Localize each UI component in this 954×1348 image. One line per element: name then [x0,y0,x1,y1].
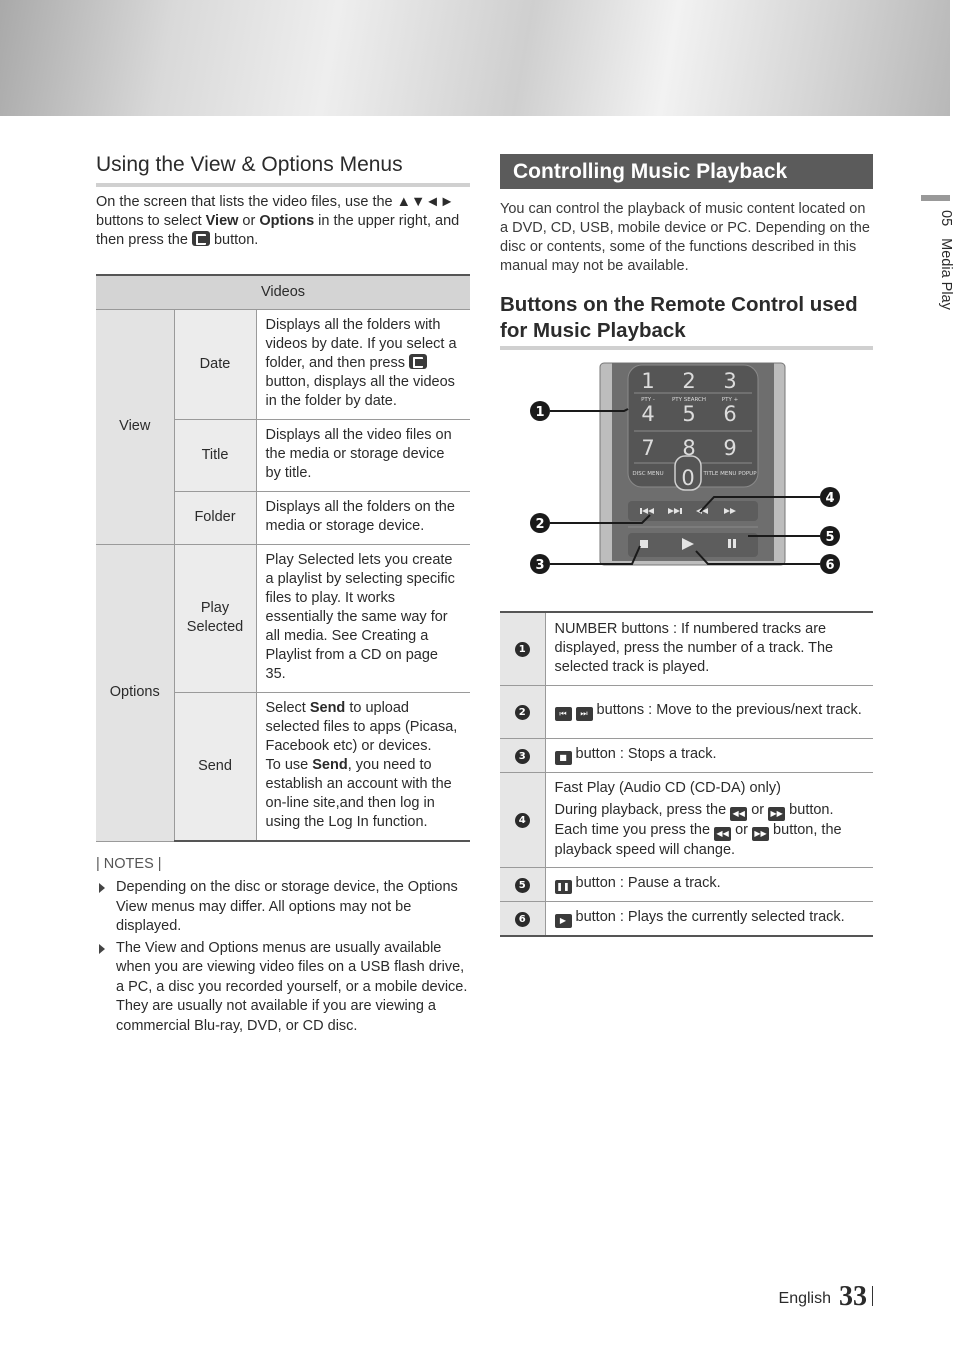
svg-text:3: 3 [535,558,545,573]
fast-forward-icon: ▶▶ [768,807,785,821]
skip-forward-icon: ⏭ [576,707,593,721]
music-playback-intro: You can control the playback of music content located on a DVD, CD, USB, mobile device or PC. Depending on the disc or contents, some of the functions described in this manual may not be available. [500,201,870,274]
chapter-tab-marker [921,195,950,201]
key-3: 3 [723,369,737,393]
row-description: NUMBER buttons : If numbered tracks are displayed, press the number of a track. The selected track is played. [545,612,873,685]
table-row [500,901,873,936]
number-badge: 6 [515,912,530,927]
key-1: 1 [641,369,655,393]
remote-control-image [500,359,873,607]
number-badge: 3 [515,749,530,764]
table-row [500,867,873,901]
table-row [500,738,873,772]
pty-search-label: PTY SEARCH [671,397,707,403]
key-0: 0 [681,466,695,490]
row-description: Fast Play (Audio CD (CD-DA) only) During playback, press the ◀◀ or ▶▶ button. Each time you press the ◀◀ or ▶▶ button, the playback speed will change. [545,772,873,867]
subsection-title-remote-buttons: Buttons on the Remote Control used for Music Playback [500,292,873,350]
number-badge: 2 [515,705,530,720]
row-description: ⏮ ⏭ buttons : Move to the previous/next track. [545,685,873,738]
pause-icon: ❚❚ [555,880,572,894]
number-badge: 1 [515,642,530,657]
table-row [96,309,470,419]
row-description: ❚❚ button : Pause a track. [545,867,873,901]
svg-text:1: 1 [535,405,545,420]
row-name: Play Selected [174,544,256,692]
row-name: Folder [174,491,256,544]
key-5: 5 [682,402,696,426]
row-description: Play Selected lets you create a playlist by selecting specific files to play. It works essentially the same way for all media. See Creating a Playlist from a CD on page 35. [256,544,470,692]
table-row [500,685,873,738]
enter-button-icon [409,354,427,369]
pty-plus-label: PTY + [721,397,739,403]
key-8: 8 [682,436,696,460]
row-name: Send [174,692,256,841]
key-6: 6 [723,402,737,426]
row-description: Displays all the folders with videos by date. If you select a folder, and then press button, displays all the videos in the folder by date. [256,309,470,419]
key-2: 2 [682,369,696,393]
row-description: ▶ button : Plays the currently selected track. [545,901,873,936]
list-item: The View and Options menus are usually available when you are viewing video files on a USB flash drive, a PC, a disc you recorded yourself, or a mobile device. They are usually not available if you are viewing a commercial Blu-ray, DVD, or CD disc. [96,939,470,1037]
row-description: Displays all the video files on the media or storage device by title. [256,419,470,491]
view-group-label: View [96,309,174,544]
number-badge: 4 [515,813,530,828]
chapter-side-tab [938,210,954,310]
stop-icon: ■ [555,751,572,765]
rewind-icon: ◀◀ [714,827,731,841]
remote-control-illustration [500,359,873,607]
notes-title: | NOTES | [96,856,162,873]
remote-buttons-table [500,611,873,937]
row-name: Title [174,419,256,491]
videos-table-header: Videos [96,275,470,309]
svg-text:5: 5 [825,530,835,545]
fast-forward-icon: ▶▶ [752,827,769,841]
key-4: 4 [641,402,655,426]
page-number: 33 [839,1281,867,1312]
pty-minus-label: PTY - [641,397,655,403]
play-icon: ▶ [555,914,572,928]
chapter-label: Media Play [938,238,954,310]
title-menu-label: TITLE MENU POPUP [703,471,757,477]
top-banner [0,0,950,116]
fast-play-heading: Fast Play (Audio CD (CD-DA) only) [554,779,781,796]
bullet-triangle-icon [99,944,105,954]
table-row [500,612,873,685]
skip-back-icon: ⏮ [555,707,572,721]
number-badge: 5 [515,878,530,893]
table-row [500,772,873,867]
row-name: Date [174,309,256,419]
svg-text:6: 6 [825,558,835,573]
disc-menu-label: DISC MENU [632,471,664,477]
section-title-music-playback: Controlling Music Playback [500,154,873,189]
svg-text:4: 4 [825,491,835,506]
left-column [96,152,470,1038]
footer-divider [872,1286,873,1306]
footer-language: English [778,1290,831,1307]
enter-button-icon [192,231,210,246]
key-7: 7 [641,436,655,460]
row-description: ■ button : Stops a track. [545,738,873,772]
notes-list [96,878,470,1036]
row-description: Select Send to upload selected files to apps (Picasa, Facebook etc) or devices. To use Send, you need to establish an account with the on-line site,and then log in using the Log In function. [256,692,470,841]
options-group-label: Options [96,544,174,841]
list-item: Depending on the disc or storage device, the Options View menus may differ. All options may not be displayed. [96,878,470,937]
stop-icon [640,540,648,548]
chapter-number: 05 [938,210,954,227]
section-title-view-options: Using the View & Options Menus [96,152,470,187]
view-options-intro: On the screen that lists the video files, use the ▲▼◄► buttons to select View or Options in the upper right, and then press the button. [96,194,460,249]
videos-table [96,274,470,842]
key-9: 9 [723,436,737,460]
table-row [96,544,470,692]
bullet-triangle-icon [99,883,105,893]
right-column [500,154,873,937]
svg-text:2: 2 [535,517,545,532]
rewind-icon: ◀◀ [730,807,747,821]
page-footer [779,1283,873,1311]
row-description: Displays all the folders on the media or storage device. [256,491,470,544]
